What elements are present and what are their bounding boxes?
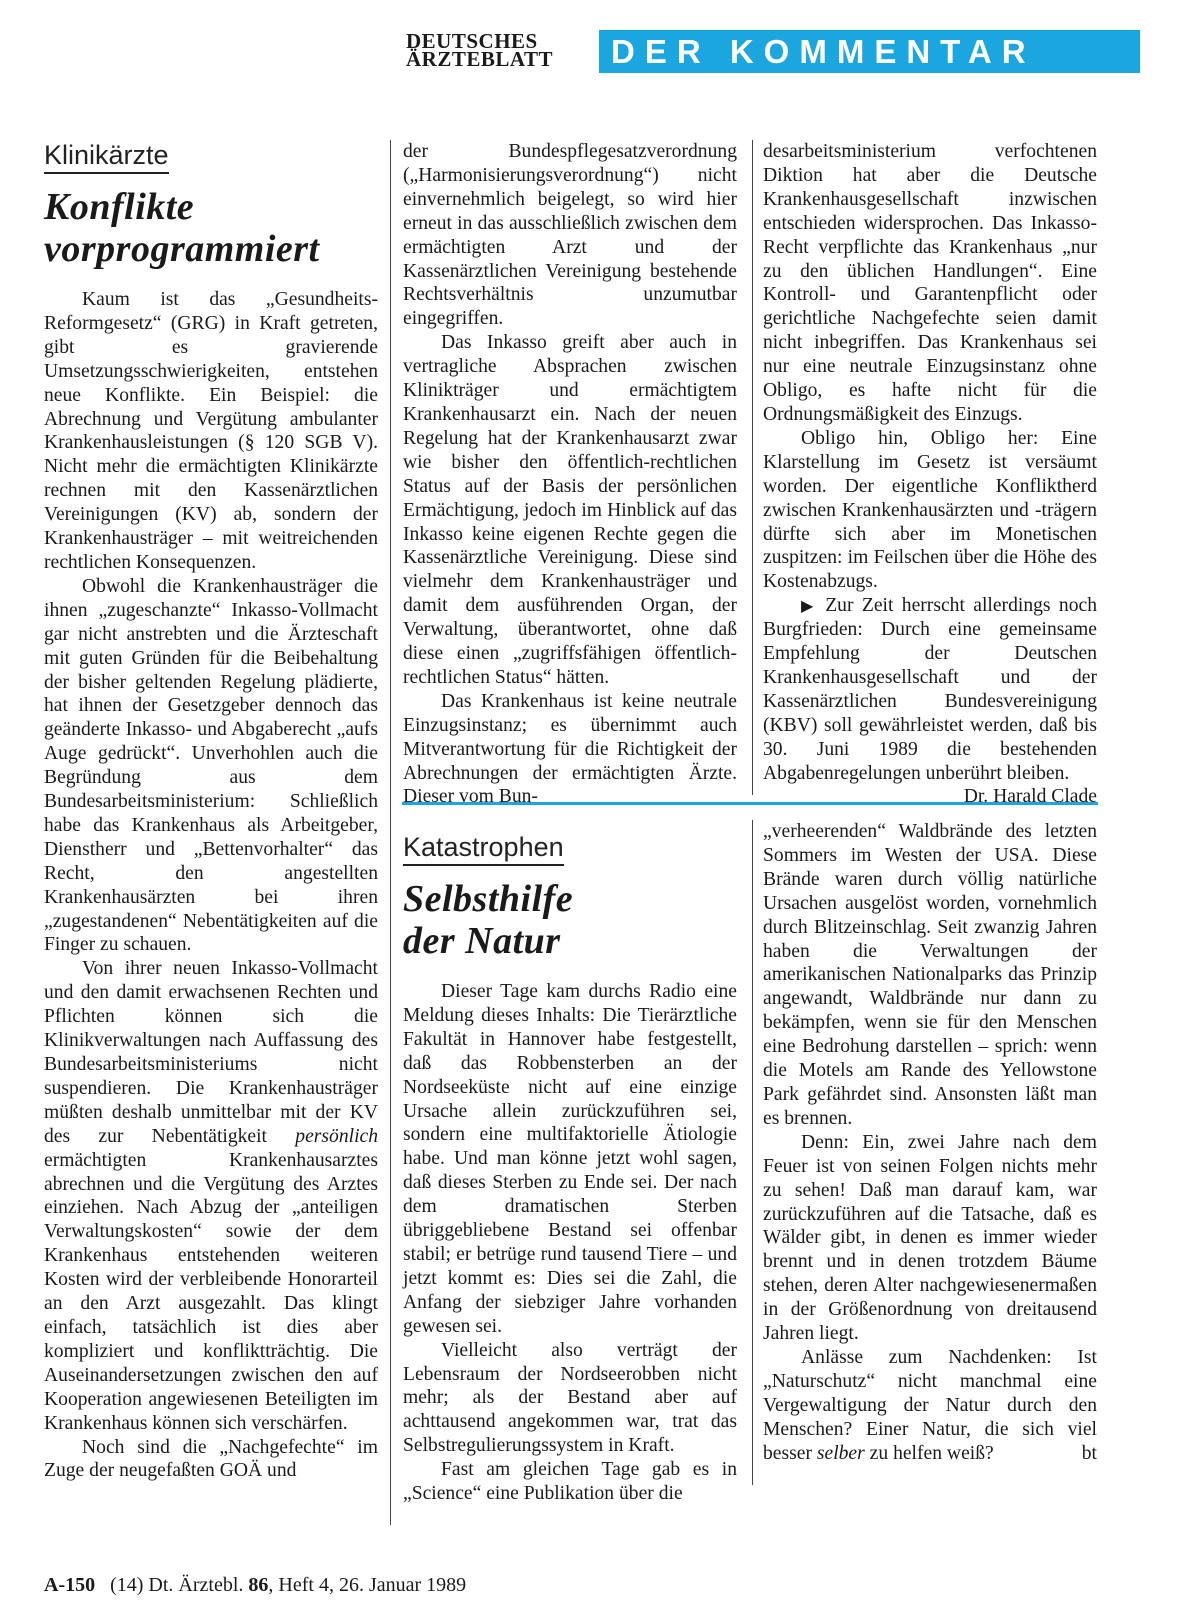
article1-column-1: [44, 140, 378, 1483]
article2-column-2: [403, 832, 737, 1506]
paragraph: der Bundespflegesatzverordnung („Harmonisierungsverordnung“) nicht einvernehmlich beigelegt, so wird hier erneut in das ausschließlich zwischen dem ermächtigten Arzt und der Kassenärztlichen Vereinigung bestehende Rechtsverhältnis unzumutbar eingegriffen.: [403, 141, 737, 330]
author-signature: Dr. Harald Clade: [963, 786, 1097, 808]
paragraph: Das Inkasso greift aber auch in vertragliche Absprachen zwischen Klinikträger und ermächtigtem Krankenhausarzt ein. Nach der neuen Regelung hat der Krankenhausarzt zwar wie bisher den öffentlich-rechtlichen Status auf der Basis der persönlichen Ermächtigung, jedoch im Hinblick auf das Inkasso keine eigenen Rechte gegen die Kassenärztliche Vereinigung. Diese sind vielmehr dem Krankenhausträger und damit dem ausführenden Organ, der Verwaltung, überantwortet, ohne daß diese einen „zugriffsfähigen öffentlich-rechtlichen Status“ hätten.: [403, 332, 737, 688]
paragraph: Vielleicht also verträgt der Lebensraum der Nordseerobben nicht mehr; als der Bestand aber auf achttausend angekommen war, trat das Selbstregulierungssystem in Kraft.: [403, 1339, 737, 1457]
paragraph: Noch sind die „Nachgefechte“ im Zuge der neugefaßten GOÄ und: [44, 1436, 378, 1482]
paragraph: [763, 594, 1097, 808]
issue-citation: (14) Dt. Ärztebl.: [110, 1574, 244, 1596]
paragraph: „verheerenden“ Waldbrände des letzten Sommers im Westen der USA. Diese Brände waren durch völlig natürliche Ursachen ausgelöst worden, vornehmlich durch Blitzeinschlag. Seit zwanzig Jahren haben die Verwaltungen der amerikanischen Nationalparks das Prinzip angewandt, Waldbrände nur dann zu bekämpfen, wenn sie für den Menschen eine Bedrohung darstellen – sprich: wenn die Motels am Rande des Yellowstone Park gefährdet sind. Ansonsten läßt man es brennen.: [763, 821, 1097, 1129]
article1-kicker: Klinikärzte: [44, 140, 169, 174]
brand-line-2: ÄRZTEBLATT: [406, 47, 553, 71]
emphasis: persönlich: [295, 1125, 378, 1147]
masthead: [406, 29, 1140, 72]
paragraph: Das Krankenhaus ist keine neutrale Einzugsinstanz; es übernimmt auch Mitverantwortung für die Richtigkeit der Abrechnungen der ermächtigten Ärzte. Dieser vom Bun-: [403, 690, 737, 808]
text-run: ermächtigten Krankenhausarztes abrechnen und die Vergütung des Arztes einziehen. Nach Abzug der „anteiligen Verwaltungskosten“ sowie der dem Krankenhaus entstehenden weiteren Kosten wird der verbleibende Honorarteil an den Arzt ausgezahlt. Das klingt einfach, tatsächlich ist dies aber kompliziert und konfliktträchtig. Die Auseinandersetzungen zwischen den auf Kooperation angewiesenen Beteiligten im Krankenhaus können sich verschärfen.: [44, 1149, 378, 1434]
text-run: zu helfen weiß?: [869, 1442, 994, 1464]
headline-line-2: vorprogrammiert: [44, 228, 320, 270]
paragraph: Obligo hin, Obligo her: Eine Klarstellung im Gesetz ist versäumt worden. Der eigentliche Konfliktherd zwischen Krankenhausärzten und -trägern dürfte sich aber im Monetischen zuspitzen: im Feilschen über die Höhe des Kostenabzugs.: [763, 427, 1097, 593]
paragraph: Denn: Ein, zwei Jahre nach dem Feuer ist von seinen Folgen nichts mehr zu sehen! Daß man darauf kam, war zurückzuführen auf die Tatsache, daß es Wälder gibt, in denen es immer wieder brennt und in denen trotzdem Bäume stehen, deren Alter nachgewiesenermaßen in der Größenordnung von dreitausend Jahren liegt.: [763, 1131, 1097, 1345]
headline-line-1: Konflikte: [44, 186, 195, 228]
paragraph: Dieser Tage kam durchs Radio eine Meldung dieses Inhalts: Die Tierärztliche Fakultät in Hannover habe festgestellt, daß das Robbensterben an der Nordseeküste nicht auf eine einzige Ursache allein zurückzuführen sei, sondern eine multifaktorielle Ätiologie habe. Und man könne jetzt wohl sagen, daß dieses Sterben zu Ende sei. Der nach dem dramatischen Sterben übriggebliebene Bestand sei offenbar stabil; er betrüge rund tausend Tiere – und jetzt kommt es: Dies sei die Zahl, die Anfang der siebziger Jahre vorhanden gewesen sei.: [403, 981, 737, 1337]
column-divider-2: [752, 140, 753, 795]
text-run: Anlässe zum Nachdenken: Ist „Naturschutz“ nicht manchmal eine Vergewaltigung der Natur durch den Menschen? Einer Natur, die sich viel besser: [763, 1346, 1097, 1464]
article1-headline: [44, 186, 378, 270]
headline-line-2: der Natur: [403, 920, 561, 962]
paragraph: [44, 957, 378, 1435]
article1-column-2: [403, 140, 737, 809]
author-signature: bt: [1081, 1442, 1097, 1464]
article2-headline: [403, 878, 737, 962]
text-run: Von ihrer neuen Inkasso-Vollmacht und den damit erwachsenen Rechten und Pflichten können sich die Klinikverwaltungen nach Auffassung des Bundesarbeitsministeriums nicht suspendieren. Die Krankenhausträger müßten deshalb unmittelbar mit der KV des zur Nebentätigkeit: [44, 958, 378, 1147]
emphasis: selber: [816, 1442, 865, 1464]
paragraph: Obwohl die Krankenhausträger die ihnen „zugeschanzte“ Inkasso-Vollmacht gar nicht anstrebten und die Ärzteschaft mit guten Gründen für die Beibehaltung der bisher geltenden Regelung plädierte, hat ihnen der Gesetzgeber dennoch das geänderte Inkasso- und Abgaberecht „aufs Auge gedrückt“. Unverhohlen auch die Begründung aus dem Bundesarbeitsministerium: Schließlich habe das Krankenhaus als Arbeitgeber, Dienstherr und „Bettenvorhalter“ das Recht, den angestellten Krankenhausärzten bei ihren „zugestandenen“ Nebentätigkeiten auf die Finger zu schauen.: [44, 575, 378, 956]
headline-line-1: Selbsthilfe: [403, 878, 574, 920]
journal-brand: [406, 29, 553, 71]
article1-column-3: [763, 140, 1097, 809]
section-banner: DER KOMMENTAR: [599, 30, 1140, 73]
paragraph: [763, 1346, 1097, 1466]
volume-number: 86: [248, 1574, 269, 1596]
column-divider-1: [390, 140, 391, 1525]
paragraph: Kaum ist das „Gesundheits-Reformgesetz“ (GRG) in Kraft getreten, gibt es gravierende Umsetzungsschwierigkeiten, entstehen neue Konflikte. Ein Beispiel: die Abrechnung und Vergütung ambulanter Krankenhausleistungen (§ 120 SGB V). Nicht mehr die ermächtigten Klinikärzte rechnen mit den Kassenärztlichen Vereinigungen (KV) ab, sondern der Krankenhausträger – mit weitreichenden rechtlichen Konsequenzen.: [44, 289, 378, 573]
page-footer: [44, 1574, 466, 1597]
column-divider-3: [752, 820, 753, 1485]
issue-details: , Heft 4, 26. Januar 1989: [268, 1574, 467, 1596]
article2-kicker: Katastrophen: [403, 832, 564, 866]
triangle-right-icon: ▶: [801, 596, 817, 616]
article2-column-3: [763, 820, 1097, 1465]
paragraph: Fast am gleichen Tage gab es in „Science“ eine Publikation über die: [403, 1459, 737, 1505]
page-number: A-150: [44, 1574, 96, 1596]
paragraph: desarbeitsministerium verfochtenen Diktion hat aber die Deutsche Krankenhausgesellschaft inzwischen entschieden widersprochen. Das Inkasso-Recht verpflichte das Krankenhaus „nur zu den üblichen Handlungen“. Eine Kontroll- und Garantenpflicht oder gerichtliche Nachgefechte seien damit nicht inbegriffen. Das Krankenhaus sei nur eine neutrale Einzugsinstanz ohne Obligo, es hafte nicht für die Ordnungsmäßigkeit des Einzugs.: [763, 141, 1097, 425]
brand-line-1: DEUTSCHES: [406, 29, 538, 53]
text-run: Zur Zeit herrscht allerdings noch Burgfrieden: Durch eine gemeinsame Empfehlung der Deutschen Krankenhausgesellschaft und der Kassenärztlichen Bundesvereinigung (KBV) soll gewährleistet werden, daß bis 30. Juni 1989 die bestehenden Abgabenregelungen unberührt bleiben.: [763, 595, 1097, 784]
